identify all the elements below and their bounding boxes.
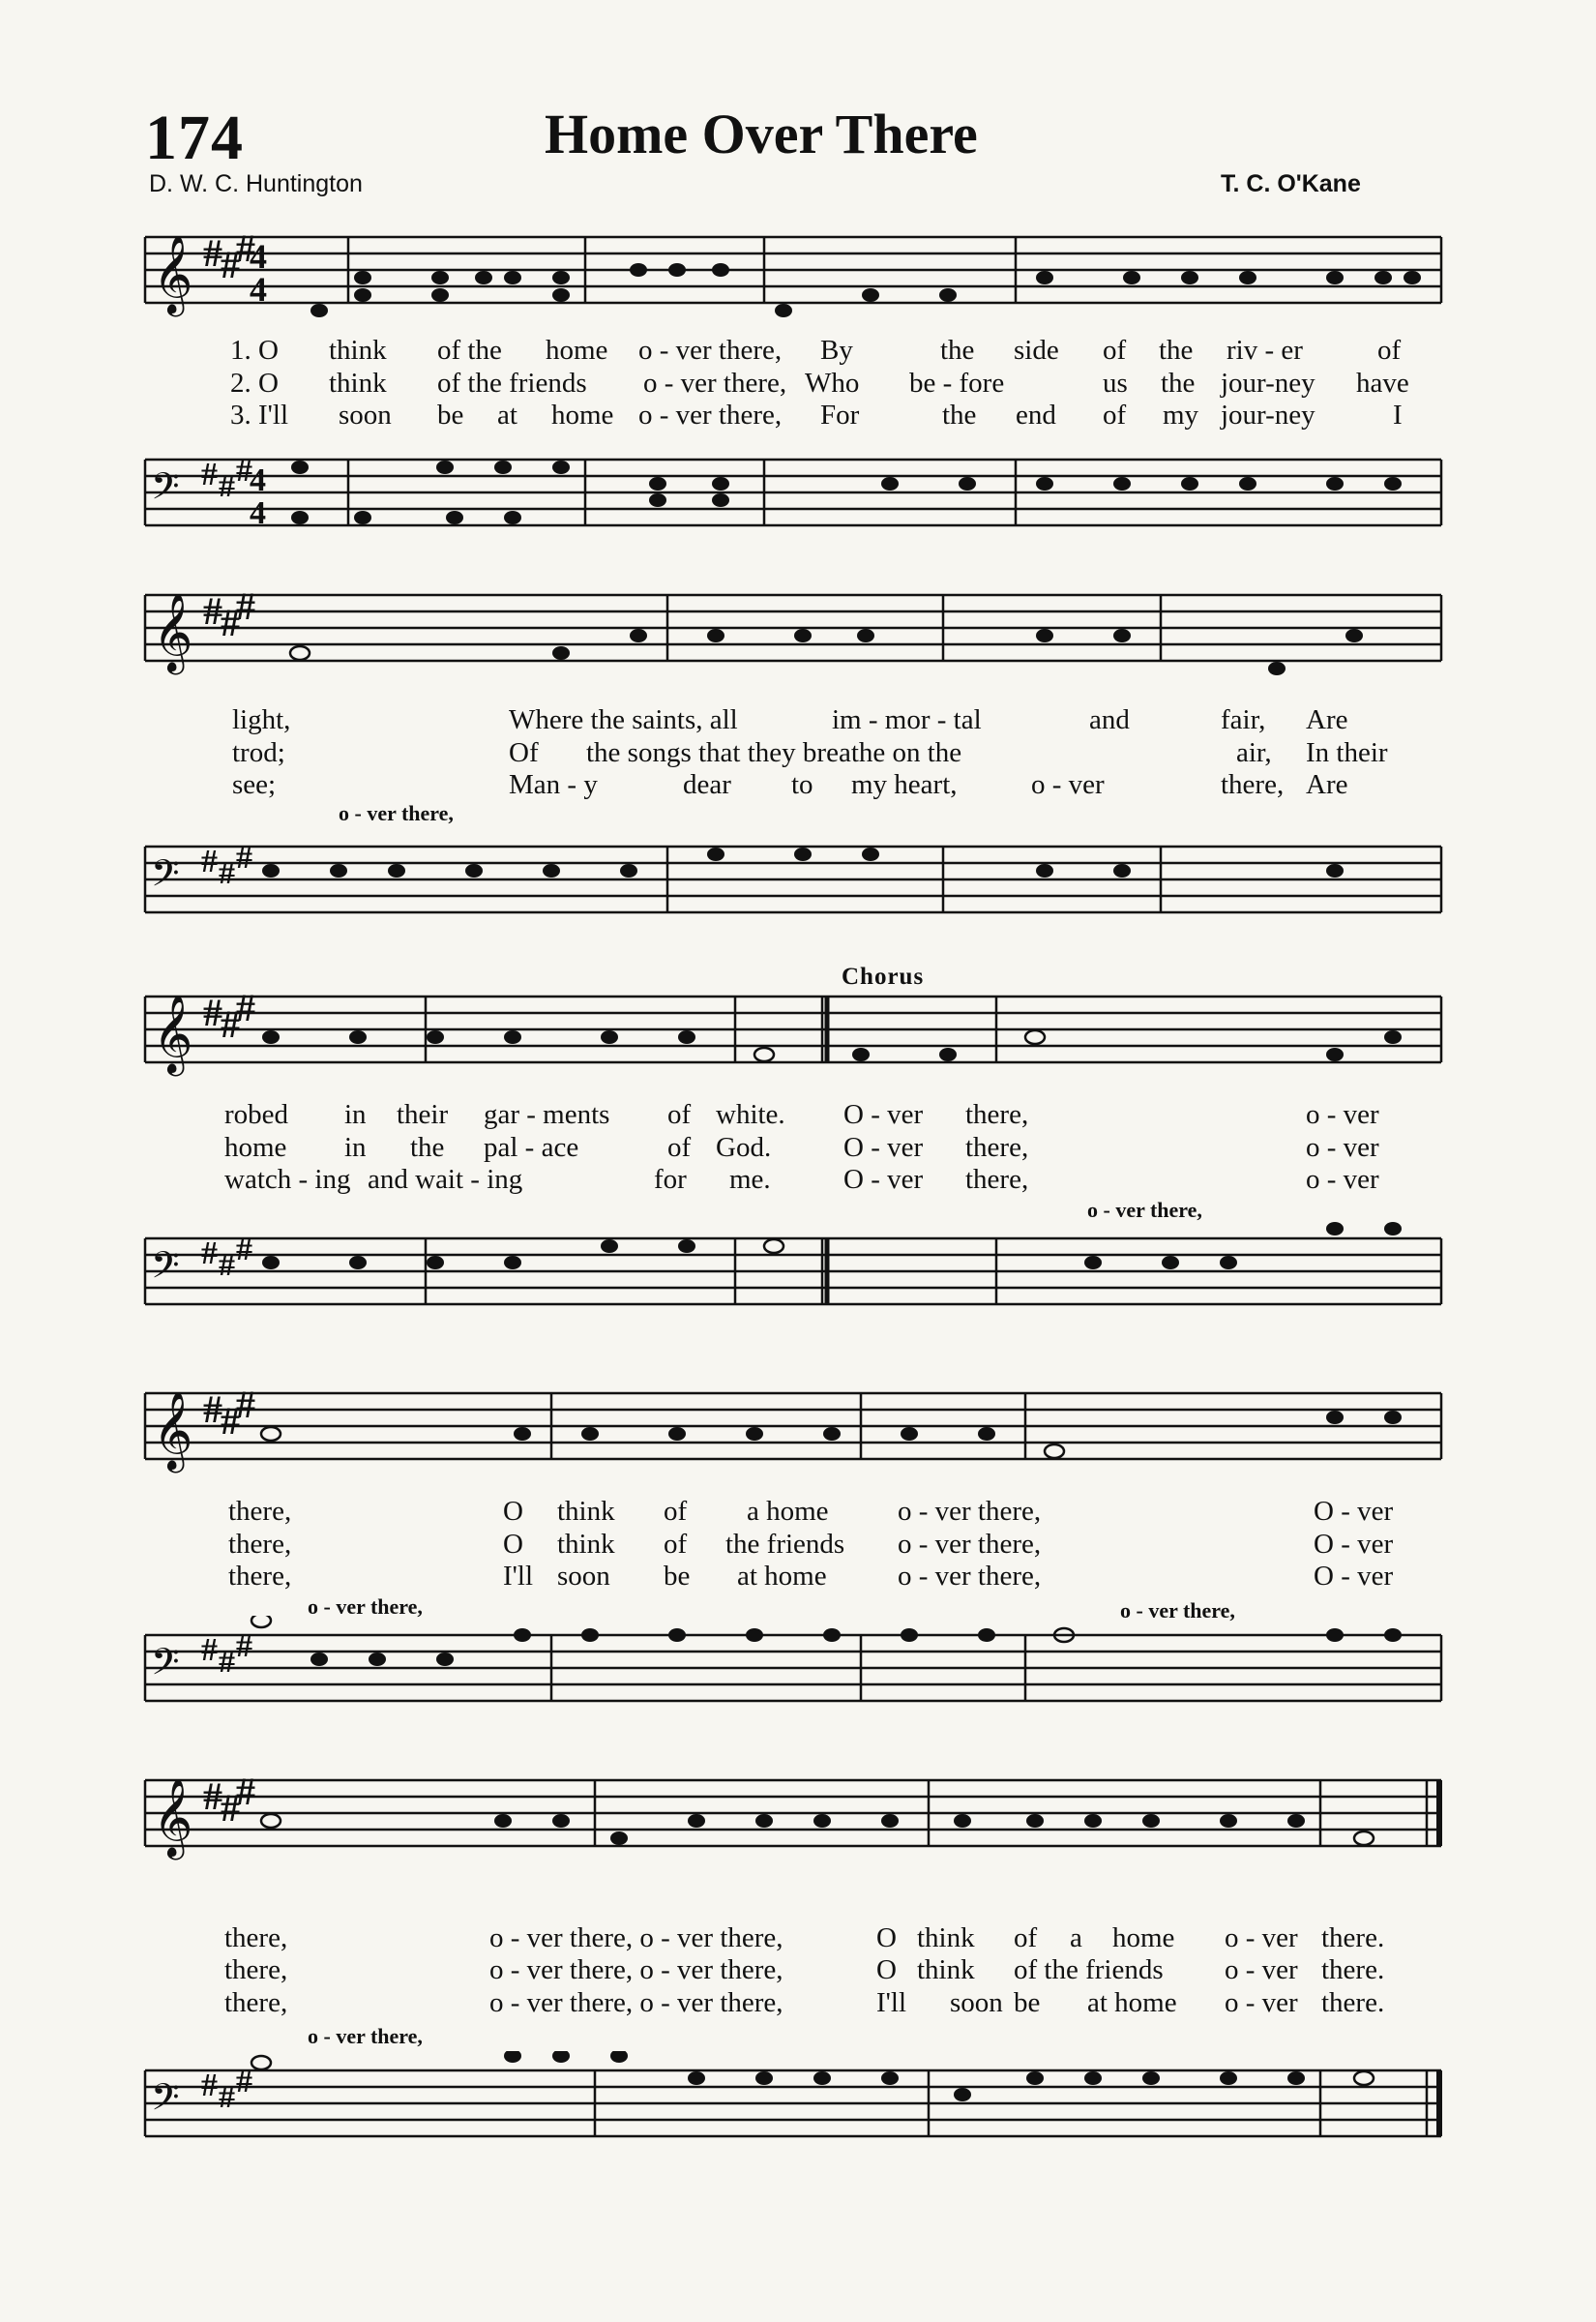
svg-text:4: 4 <box>250 270 267 309</box>
composer-credit: T. C. O'Kane <box>1221 170 1361 197</box>
svg-text:#: # <box>201 1235 218 1271</box>
hymn-title: Home Over There <box>545 103 978 165</box>
svg-text:𝄞: 𝄞 <box>153 234 193 313</box>
svg-text:#: # <box>236 1383 255 1426</box>
svg-text:#: # <box>236 226 255 270</box>
svg-text:#: # <box>219 1247 235 1283</box>
bass-staff-system-1 <box>0 440 1596 547</box>
bass-cue-system-4-left: o - ver there, <box>308 1594 423 1619</box>
svg-text:#: # <box>236 453 252 489</box>
svg-text:#: # <box>203 991 222 1034</box>
svg-text:#: # <box>221 1399 240 1443</box>
bass-cue-system-4-right: o - ver there, <box>1120 1598 1235 1622</box>
svg-text:𝄞: 𝄞 <box>153 1781 193 1856</box>
treble-staff-system-4 <box>0 1374 1596 1490</box>
svg-text:#: # <box>221 243 240 286</box>
svg-text:#: # <box>201 2068 218 2103</box>
svg-text:#: # <box>221 1002 240 1046</box>
svg-text:#: # <box>236 1770 255 1813</box>
hymn-number: 174 <box>145 103 244 173</box>
author-credit: D. W. C. Huntington <box>149 170 363 197</box>
bass-cue-system-5: o - ver there, <box>308 2024 423 2048</box>
bass-cue-system-2: o - ver there, <box>339 801 454 825</box>
treble-staff-system-1 <box>0 218 1596 334</box>
svg-text:𝄢: 𝄢 <box>151 853 180 903</box>
chorus-label: Chorus <box>842 964 925 990</box>
svg-text:#: # <box>203 589 222 633</box>
svg-text:#: # <box>201 457 218 492</box>
svg-text:𝄞: 𝄞 <box>153 997 193 1072</box>
svg-text:𝄢: 𝄢 <box>151 466 180 516</box>
svg-text:#: # <box>236 1232 252 1267</box>
svg-text:4: 4 <box>250 237 267 276</box>
svg-text:4: 4 <box>250 495 266 531</box>
svg-text:𝄞: 𝄞 <box>153 596 193 670</box>
svg-text:𝄢: 𝄢 <box>151 1642 180 1691</box>
treble-staff-system-2 <box>0 576 1596 692</box>
svg-text:#: # <box>219 1644 235 1680</box>
svg-text:#: # <box>221 601 240 644</box>
svg-text:#: # <box>236 1628 252 1664</box>
svg-text:#: # <box>203 1774 222 1818</box>
svg-text:#: # <box>219 468 235 504</box>
treble-staff-system-5 <box>0 1761 1596 1877</box>
svg-text:𝄢: 𝄢 <box>151 2077 180 2127</box>
svg-text:#: # <box>201 1632 218 1668</box>
svg-text:#: # <box>236 986 255 1029</box>
svg-text:𝄢: 𝄢 <box>151 1245 180 1295</box>
svg-text:#: # <box>203 1387 222 1431</box>
svg-text:#: # <box>236 840 252 876</box>
bass-staff-system-5 <box>0 2051 1596 2158</box>
svg-text:#: # <box>203 231 222 275</box>
bass-staff-system-4 <box>0 1616 1596 1722</box>
svg-text:#: # <box>236 584 255 628</box>
svg-text:𝄞: 𝄞 <box>153 1394 193 1469</box>
bass-staff-system-2 <box>0 827 1596 934</box>
svg-text:4: 4 <box>250 462 266 498</box>
svg-text:#: # <box>219 2079 235 2115</box>
svg-text:#: # <box>219 855 235 891</box>
svg-text:#: # <box>221 1786 240 1830</box>
bass-staff-system-3 <box>0 1219 1596 1325</box>
bass-cue-system-3: o - ver there, <box>1087 1198 1202 1222</box>
treble-staff-system-3 <box>0 977 1596 1093</box>
svg-text:#: # <box>236 2064 252 2099</box>
svg-text:#: # <box>201 844 218 879</box>
